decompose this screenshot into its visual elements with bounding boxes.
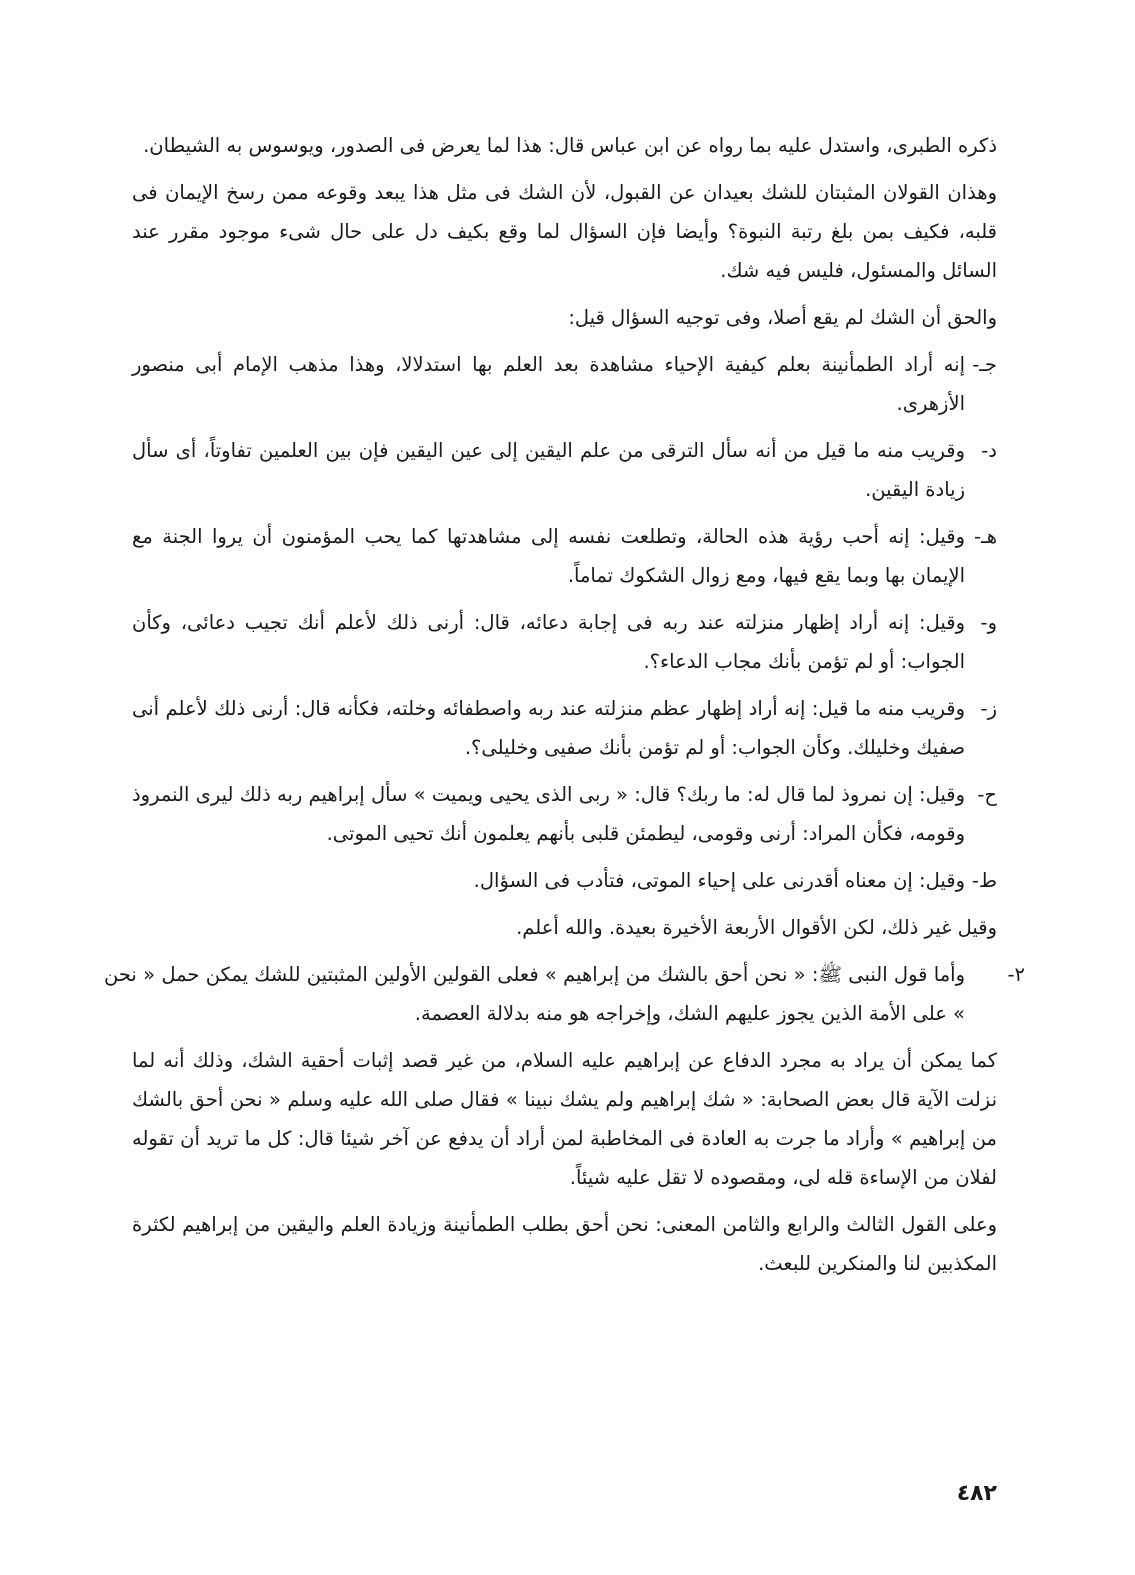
list-item-text: وقيل: إنه أراد إظهار منزلته عند ربه فى إجابة دعائه، قال: أرنى ذلك لأعلم أنك تجيب دعائى، وكأن الجواب: أو لم تؤمن بأنك مجاب الدعاء؟. bbox=[132, 611, 965, 673]
list-item-zay bbox=[132, 689, 997, 767]
list-marker: و- bbox=[980, 611, 997, 634]
list-marker: هـ- bbox=[973, 525, 997, 548]
page-body bbox=[104, 126, 1025, 1291]
numbered-item-2 bbox=[104, 955, 1025, 1033]
paragraph-1: ذكره الطبرى، واستدل عليه بما رواه عن ابن عباس قال: هذا لما يعرض فى الصدور، ويوسوس به الشيطان. bbox=[143, 134, 997, 157]
list-item-text: وقيل: إن نمروذ لما قال له: ما ربك؟ قال: « ربى الذى يحيى ويميت » سأل إبراهيم ربه ذلك ليرى النمروذ وقومه، فكأن المراد: أرنى وقومى، ليطمئن قلبى بأنهم يعلمون أنك تحيى الموتى. bbox=[132, 783, 965, 845]
list-item-waw bbox=[132, 603, 997, 681]
paragraph-2: وهذان القولان المثبتان للشك بعيدان عن القبول، لأن الشك فى مثل هذا يبعد وقوعه ممن رسخ الإيمان فى قلبه، فكيف بمن بلغ رتبة النبوة؟ وأيضا فإن السؤال لما وقع بكيف دل على حال شىء موجود مقرر عند السائل والمسئول، فليس فيه شك. bbox=[132, 181, 997, 282]
list-item-text: إنه أراد الطمأنينة بعلم كيفية الإحياء مشاهدة بعد العلم بها استدلالا، وهذا مذهب الإمام أبى منصور الأزهرى. bbox=[132, 353, 965, 415]
list-item-text: وقيل: إن معناه أقدرنى على إحياء الموتى، فتأدب فى السؤال. bbox=[473, 869, 965, 892]
paragraph-6: وعلى القول الثالث والرابع والثامن المعنى: نحن أحق بطلب الطمأنينة وزيادة العلم واليقين من إبراهيم لكثرة المكذبين لنا والمنكرين للبعث. bbox=[132, 1213, 997, 1275]
list-item-text: وقيل: إنه أحب رؤية هذه الحالة، وتطلعت نفسه إلى مشاهدتها كما يحب المؤمنون أن يروا الجنة مع الإيمان بها وبما يقع فيها، ومع زوال الشكوك تماماً. bbox=[132, 525, 965, 587]
list-marker: ط- bbox=[971, 869, 997, 892]
list-marker: د- bbox=[981, 439, 997, 462]
list-item-ha bbox=[132, 517, 997, 595]
list-item-dal bbox=[132, 431, 997, 509]
list-marker: ز- bbox=[980, 697, 997, 720]
list-item-text: وأما قول النبى ﷺ: « نحن أحق بالشك من إبراهيم » فعلى القولين الأولين المثبتين للشك يمكن حمل « نحن » على الأمة الذين يجوز عليهم الشك، وإخراجه هو منه بدلالة العصمة. bbox=[104, 963, 965, 1025]
page-number: ٤٨٢ bbox=[956, 1481, 997, 1506]
paragraph-3: والحق أن الشك لم يقع أصلا، وفى توجيه السؤال قيل: bbox=[568, 306, 997, 329]
list-item-jeem bbox=[132, 345, 997, 423]
list-marker: جـ- bbox=[972, 353, 997, 376]
paragraph-4: وقيل غير ذلك، لكن الأقوال الأربعة الأخيرة بعيدة. والله أعلم. bbox=[516, 916, 997, 939]
list-item-tta bbox=[132, 861, 997, 900]
list-marker: ح- bbox=[977, 783, 997, 806]
list-item-hha bbox=[132, 775, 997, 853]
list-item-text: وقريب منه ما قيل من أنه سأل الترقى من علم اليقين إلى عين اليقين فإن بين العلمين تفاوتاً، أى سأل زيادة اليقين. bbox=[132, 439, 965, 501]
list-marker: ٢- bbox=[1007, 963, 1025, 986]
paragraph-5: كما يمكن أن يراد به مجرد الدفاع عن إبراهيم عليه السلام، من غير قصد إثبات أحقية الشك، وذلك أنه لما نزلت الآية قال بعض الصحابة: « شك إبراهيم ولم يشك نبينا » فقال صلى الله عليه وسلم « نحن أحق بالشك من إبراهيم » وأراد ما جرت به العادة فى المخاطبة لمن أراد أن يدفع عن آخر شيئا قال: كل ما تريد أن تقوله لفلان من الإساءة قله لى، ومقصوده لا تقل عليه شيئاً. bbox=[132, 1049, 997, 1189]
list-item-text: وقريب منه ما قيل: إنه أراد إظهار عظم منزلته عند ربه واصطفائه وخلته، فكأنه قال: أرنى ذلك لأعلم أنى صفيك وخليلك. وكأن الجواب: أو لم تؤمن بأنك صفيى وخليلى؟. bbox=[132, 697, 965, 759]
